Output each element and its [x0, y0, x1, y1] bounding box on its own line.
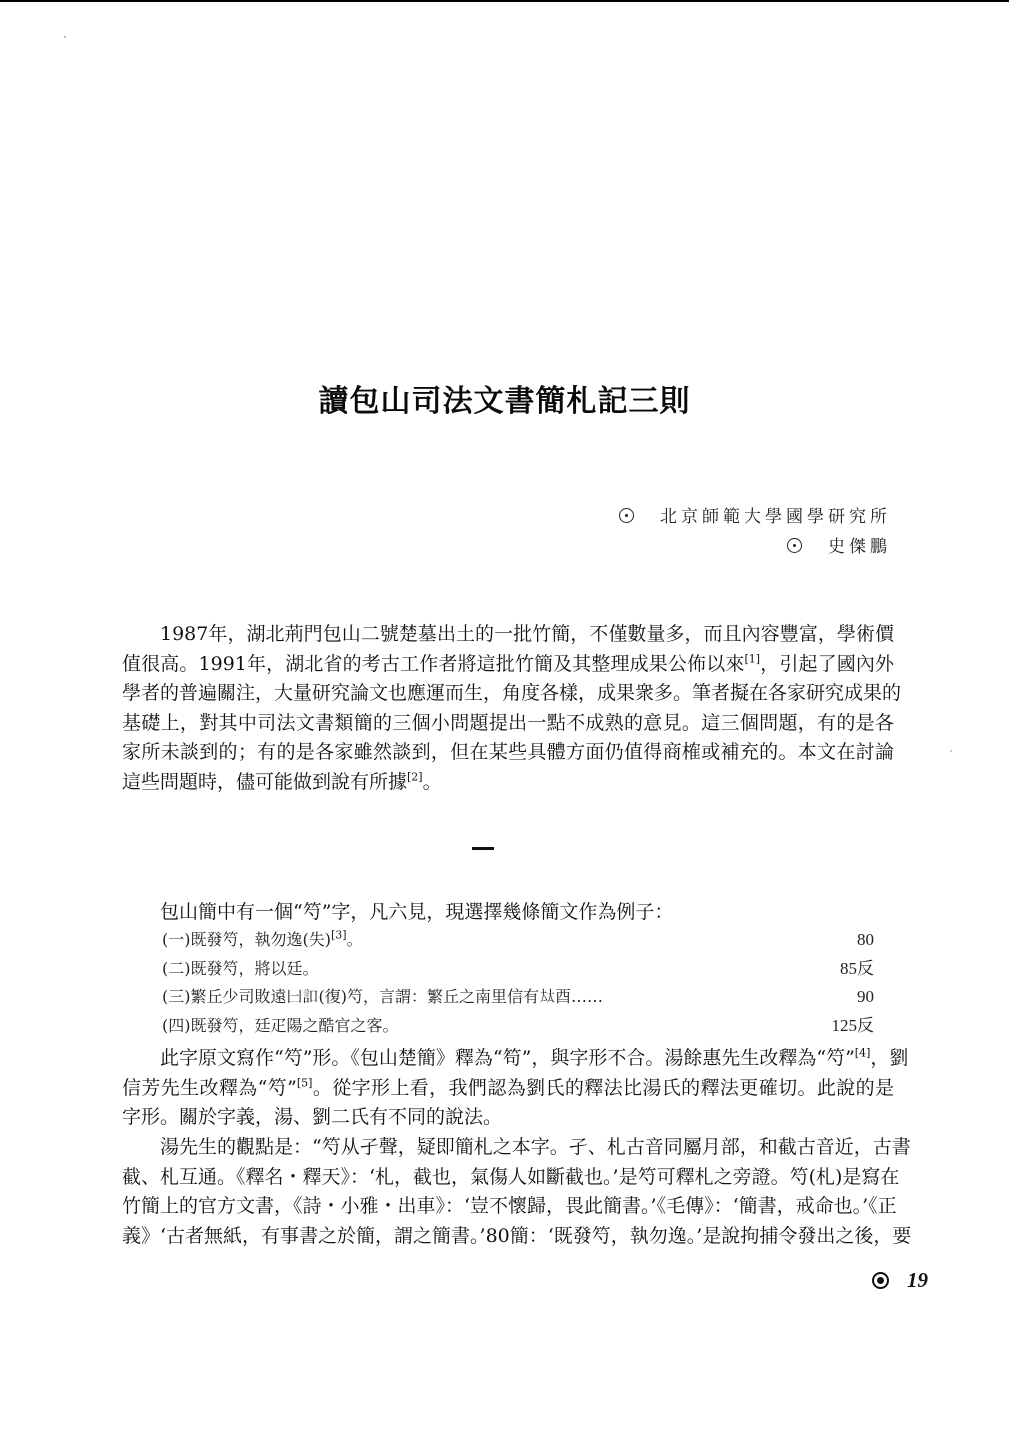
text-span: 信芳先生改釋為“𥫩”: [122, 1076, 297, 1099]
text-span: 。: [346, 930, 363, 949]
slip-number: 90: [857, 987, 874, 1006]
text-line: [122, 768, 894, 798]
example-text: (二)既發𥫩，將以廷。: [162, 958, 319, 978]
section-number-one: [472, 847, 494, 850]
slip-number: 125反: [831, 1015, 874, 1035]
text-line: 學者的普遍關注，大量研究論文也應運而生，角度各樣，成果衆多。筆者擬在各家研究成果的: [122, 682, 902, 704]
intro-paragraph: [122, 620, 902, 797]
scan-speck: [950, 750, 952, 752]
text-span: 此字原文寫作“𥫩”形。《包山楚簡》釋為“笱”，與字形不合。湯餘惠先生改釋為“𥫩”: [160, 1047, 855, 1069]
text-line: [122, 650, 894, 680]
example-text: [162, 926, 363, 955]
bullseye-icon: [872, 1272, 889, 1289]
slip-number: 80: [857, 930, 874, 949]
text-line: 湯先生的觀點是：“𥫩从孑聲，疑即簡札之本字。孑、札古音同屬月部，和截古音近，古書: [160, 1136, 911, 1158]
top-border-rule: [0, 0, 1009, 2]
text-span: (一)既發𥫩，執勿逸(失): [162, 930, 331, 949]
text-span: 這些問題時，儘可能做到說有所據: [122, 770, 408, 793]
text-span: 。: [422, 770, 442, 793]
footnote-ref[interactable]: [1]: [744, 652, 761, 666]
footnote-ref[interactable]: [3]: [330, 928, 347, 942]
circle-dot-icon: [787, 538, 802, 553]
example-item: [162, 955, 874, 984]
example-text: (四)既發𥫩，廷疋陽之酷官之客。: [162, 1015, 399, 1035]
paragraph-tang-view: [122, 1133, 912, 1251]
text-line: 基礎上，對其中司法文書類簡的三個小問題提出一點不成熟的意見。這三個問題，有的是各: [122, 711, 894, 734]
circle-dot-icon: [619, 508, 634, 523]
example-item: [162, 983, 874, 1012]
example-item: [162, 926, 874, 955]
author-name: 史傑鵬: [828, 537, 891, 557]
scan-speck: [64, 36, 66, 38]
text-line: 1987年，湖北荊門包山二號楚墓出土的一批竹簡，不僅數量多，而且內容豐富，學術價: [160, 623, 894, 645]
text-span: 。從字形上看，我們認為劉氏的釋法比湯氏的釋法更確切。此說的是: [312, 1076, 894, 1099]
footnote-ref[interactable]: [5]: [296, 1076, 313, 1090]
page-number: 19: [907, 1268, 928, 1292]
text-line: 竹簡上的官方文書，《詩・小雅・出車》：‘豈不懷歸，畏此簡書。’《毛傳》：‘簡書，戒命也。’《正: [122, 1195, 897, 1217]
article-title: 讀包山司法文書簡札記三則: [318, 384, 691, 419]
text-line: 包山簡中有一個“𥫩”字，凡六見，現選擇幾條簡文作為例子：: [160, 901, 674, 923]
text-line: [122, 1044, 909, 1074]
footnote-ref[interactable]: [4]: [854, 1046, 871, 1060]
text-line: 義》‘古者無紙，有事書之於簡，謂之簡書。’80簡：‘既發𥫩，執勿逸。’是說拘捕令發出之後，要: [122, 1224, 912, 1247]
footnote-ref[interactable]: [2]: [407, 770, 423, 784]
example-item: [162, 1012, 874, 1041]
text-span: 值很高。1991年，湖北省的考古工作者將這批竹簡及其整理成果公佈以來: [122, 652, 745, 675]
text-line: 字形。關於字義，湯、劉二氏有不同的說法。: [122, 1106, 503, 1128]
slip-number: 85反: [840, 958, 874, 978]
examples-list: [162, 926, 874, 1040]
page-footer: [872, 1268, 928, 1293]
text-span: ，引起了國內外: [760, 652, 894, 675]
affiliation-institution: [619, 502, 891, 527]
examples-intro: [122, 898, 894, 928]
text-span: ，劉: [870, 1047, 909, 1069]
text-line: [122, 1074, 894, 1104]
text-line: 家所未談到的；有的是各家雖然談到，但在某些具體方面仍值得商榷或補充的。本文在討論: [122, 741, 894, 763]
affiliation-author: [787, 532, 891, 557]
example-text: (三)繁丘少司敗遠𠙵𧥣(復)𥫩，言謂：繁丘之南里信有𡘋酉……: [162, 987, 603, 1006]
paragraph-character-form: [122, 1044, 909, 1133]
institution-name: 北京師範大學國學研究所: [660, 507, 891, 527]
text-line: 截、札互通。《釋名・釋天》：‘札，截也，氣傷人如斷截也。’是𥫩可釋札之旁證。𥫩(札)是寫在: [122, 1165, 900, 1188]
